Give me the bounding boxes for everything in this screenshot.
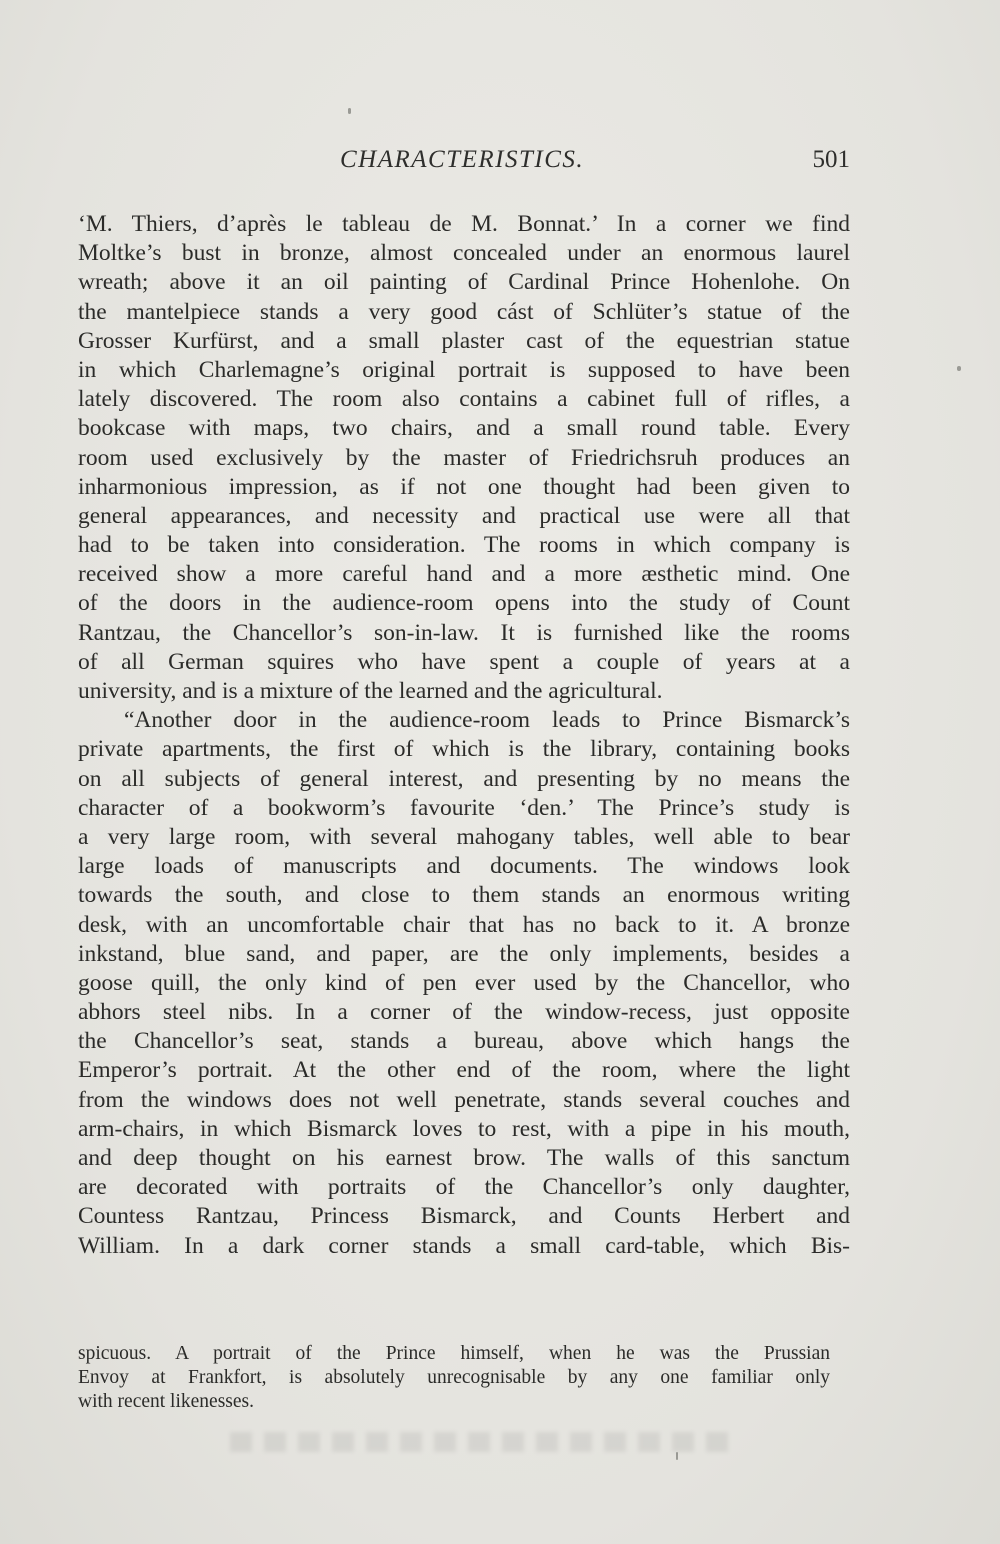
main-text xyxy=(78,210,850,1261)
text-line: Moltke’s bust in bronze, almost concealed under an enormous laurel xyxy=(78,240,850,267)
text-line: arm-chairs, in which Bismarck loves to rest, with a pipe in his mouth, xyxy=(78,1115,850,1142)
text-line: from the windows does not well penetrate, stands several couches and xyxy=(78,1086,850,1113)
text-line: general appearances, and necessity and practical use were all that xyxy=(78,502,850,529)
page-speck xyxy=(676,1452,678,1460)
text-line: “Another door in the audience-room leads to Prince Bismarck’s xyxy=(124,707,850,734)
text-line: character of a bookworm’s favourite ‘den.’ The Prince’s study is xyxy=(78,794,850,821)
bleed-through xyxy=(230,1432,730,1452)
text-line: goose quill, the only kind of pen ever used by the Chancellor, who xyxy=(78,969,850,996)
page-number: 501 xyxy=(812,146,850,173)
footnote-line: Envoy at Frankfort, is absolutely unrecognisable by any one familiar only xyxy=(78,1367,830,1388)
text-line: William. In a dark corner stands a small card-table, which Bis- xyxy=(78,1232,850,1259)
text-line: had to be taken into consideration. The rooms in which company is xyxy=(78,532,850,559)
text-line: Countess Rantzau, Princess Bismarck, and Counts Herbert and xyxy=(78,1203,850,1230)
text-line: ‘M. Thiers, d’après le tableau de M. Bonnat.’ In a corner we find xyxy=(78,211,850,237)
text-line: on all subjects of general interest, and presenting by no means the xyxy=(78,765,850,792)
text-line: wreath; above it an oil painting of Cardinal Prince Hohenlohe. On xyxy=(78,269,850,296)
text-line: bookcase with maps, two chairs, and a small round table. Every xyxy=(78,415,850,442)
text-line: of all German squires who have spent a couple of years at a xyxy=(78,648,850,675)
text-line: and deep thought on his earnest brow. The walls of this sanctum xyxy=(78,1145,850,1171)
text-line: university, and is a mixture of the learned and the agricultural. xyxy=(78,678,663,704)
text-line: are decorated with portraits of the Chancellor’s only daughter, xyxy=(78,1174,850,1201)
page-header xyxy=(78,146,850,186)
running-head: CHARACTERISTICS. xyxy=(340,146,585,173)
text-line: abhors steel nibs. In a corner of the window-recess, just opposite xyxy=(78,999,850,1026)
text-line: towards the south, and close to them stands an enormous writing xyxy=(78,882,850,909)
text-line: room used exclusively by the master of Friedrichsruh produces an xyxy=(78,444,850,471)
text-line: inkstand, blue sand, and paper, are the only implements, besides a xyxy=(78,940,850,967)
footnote-line: spicuous. A portrait of the Prince himself, when he was the Prussian xyxy=(78,1343,830,1364)
text-line: received show a more careful hand and a more æsthetic mind. One xyxy=(78,561,850,588)
text-line: lately discovered. The room also contains a cabinet full of rifles, a xyxy=(78,386,850,413)
text-line: desk, with an uncomfortable chair that has no back to it. A bronze xyxy=(78,911,850,938)
text-line: the Chancellor’s seat, stands a bureau, above which hangs the xyxy=(78,1028,850,1055)
text-line: in which Charlemagne’s original portrait is supposed to have been xyxy=(78,356,850,383)
text-line: Rantzau, the Chancellor’s son-in-law. It is furnished like the rooms xyxy=(78,619,850,646)
text-line: Emperor’s portrait. At the other end of the room, where the light xyxy=(78,1057,850,1084)
text-line: the mantelpiece stands a very good cást of Schlüter’s statue of the xyxy=(78,298,850,325)
footnote-line: with recent likenesses. xyxy=(78,1391,254,1412)
text-line: large loads of manuscripts and documents. The windows look xyxy=(78,853,850,880)
text-line: private apartments, the first of which is the library, containing books xyxy=(78,736,850,763)
text-line: Grosser Kurfürst, and a small plaster cast of the equestrian statue xyxy=(78,327,850,354)
page-speck xyxy=(957,366,961,371)
footnote xyxy=(78,1342,830,1414)
text-line: a very large room, with several mahogany tables, well able to bear xyxy=(78,823,850,850)
text-line: inharmonious impression, as if not one thought had been given to xyxy=(78,473,850,500)
page-speck xyxy=(348,108,351,114)
text-line: of the doors in the audience-room opens into the study of Count xyxy=(78,590,850,617)
